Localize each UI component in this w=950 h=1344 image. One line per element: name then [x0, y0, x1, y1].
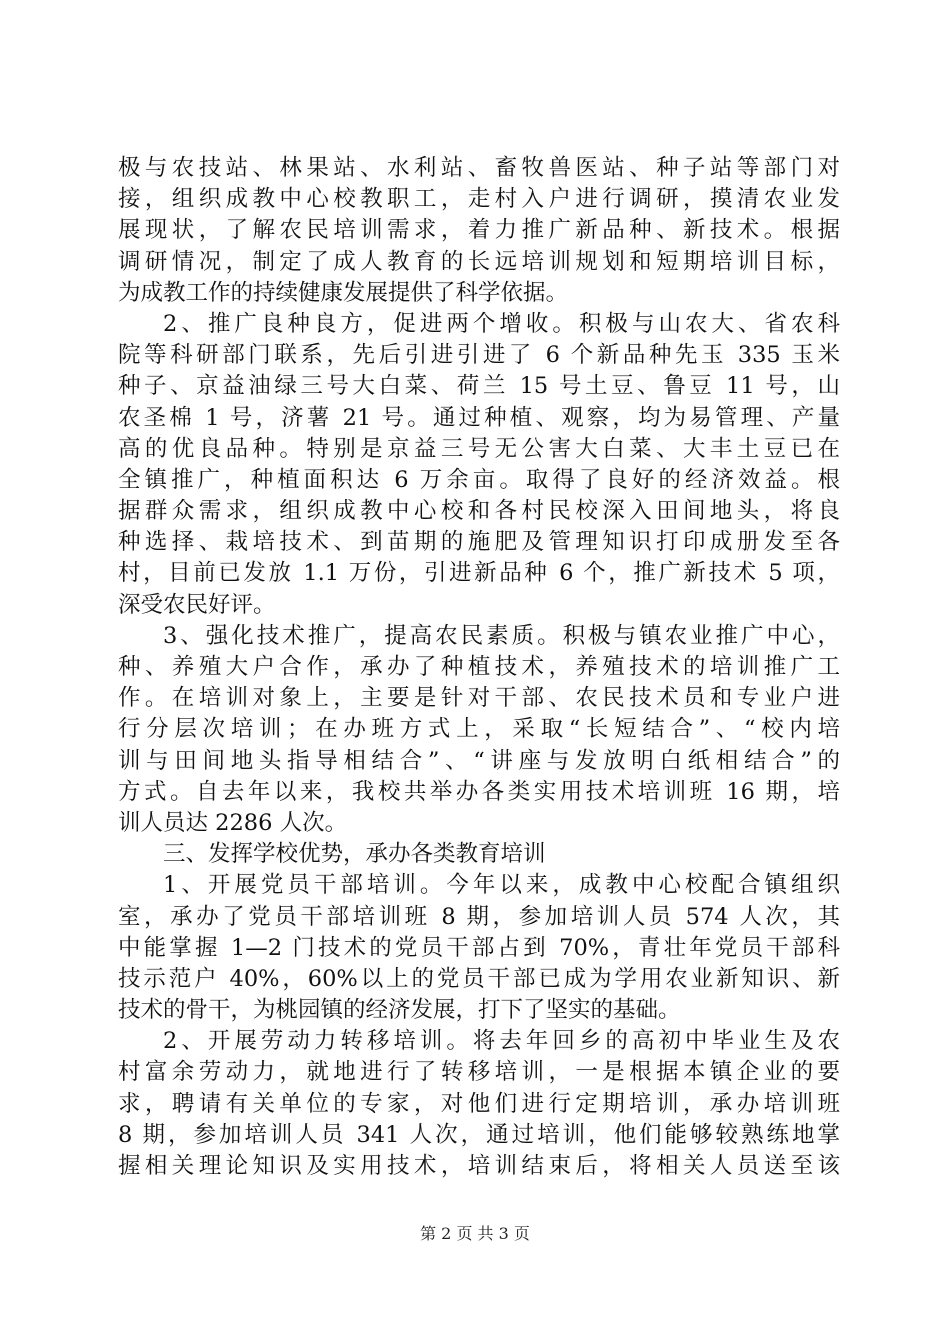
document-body: [118, 153, 840, 1182]
text-line: 2、推广良种良方，促进两个增收。积极与山农大、省农科: [163, 310, 840, 337]
text-line: 求，聘请有关单位的专家，对他们进行定期培训，承办培训班: [118, 1090, 840, 1117]
text-line: 8 期，参加培训人员 341 人次，通过培训，他们能够较熟练地掌: [118, 1121, 840, 1148]
text-line: 村富余劳动力，就地进行了转移培训，一是根据本镇企业的要: [118, 1059, 840, 1086]
text-line: 训与田间地头指导相结合”、“讲座与发放明白纸相结合”的: [118, 747, 840, 774]
text-line: 技术的骨干，为桃园镇的经济发展，打下了坚实的基础。: [118, 997, 681, 1024]
text-line: 3、强化技术推广，提高农民素质。积极与镇农业推广中心，: [163, 622, 840, 649]
text-line: 2、开展劳动力转移培训。将去年回乡的高初中毕业生及农: [163, 1028, 840, 1055]
text-line: 接，组织成教中心校教职工，走村入户进行调研，摸清农业发: [118, 186, 840, 213]
text-line: 技示范户 40%，60%以上的党员干部已成为学用农业新知识、新: [118, 965, 840, 992]
text-line: 展现状，了解农民培训需求，着力推广新品种、新技术。根据: [118, 217, 840, 244]
text-line: 农圣棉 1 号，济薯 21 号。通过种植、观察，均为易管理、产量: [118, 404, 840, 431]
text-line: 种选择、栽培技术、到苗期的施肥及管理知识打印成册发至各: [118, 529, 840, 556]
page-number-footer: 第 2 页 共 3 页: [420, 1224, 530, 1243]
text-line: 调研情况，制定了成人教育的长远培训规划和短期培训目标，: [118, 248, 840, 275]
section-heading: 三、发挥学校优势，承办各类教育培训: [163, 841, 546, 868]
text-line: 全镇推广，种植面积达 6 万余亩。取得了良好的经济效益。根: [118, 466, 840, 493]
text-line: 方式。自去年以来，我校共举办各类实用技术培训班 16 期，培: [118, 778, 840, 805]
text-line: 中能掌握 1—2 门技术的党员干部占到 70%，青壮年党员干部科: [118, 934, 840, 961]
text-line: 高的优良品种。特别是京益三号无公害大白菜、大丰土豆已在: [118, 435, 840, 462]
text-line: 极与农技站、林果站、水利站、畜牧兽医站、种子站等部门对: [118, 155, 840, 181]
text-line: 1、开展党员干部培训。今年以来，成教中心校配合镇组织: [163, 872, 840, 899]
text-line: 深受农民好评。: [118, 591, 276, 618]
text-line: 院等科研部门联系，先后引进引进了 6 个新品种先玉 335 玉米: [118, 342, 840, 369]
text-line: 训人员达 2286 人次。: [118, 809, 348, 836]
text-line: 作。在培训对象上，主要是针对干部、农民技术员和专业户进: [118, 685, 840, 712]
text-line: 为成教工作的持续健康发展提供了科学依据。: [118, 279, 569, 306]
text-line: 村，目前已发放 1.1 万份，引进新品种 6 个，推广新技术 5 项，: [118, 560, 840, 587]
text-line: 种、养殖大户合作，承办了种植技术，养殖技术的培训推广工: [118, 654, 840, 680]
text-line: 种子、京益油绿三号大白菜、荷兰 15 号土豆、鲁豆 11 号，山: [118, 373, 840, 400]
text-line: 据群众需求，组织成教中心校和各村民校深入田间地头，将良: [118, 498, 840, 525]
text-line: 握相关理论知识及实用技术，培训结束后，将相关人员送至该: [118, 1153, 840, 1179]
text-line: 室，承办了党员干部培训班 8 期，参加培训人员 574 人次，其: [118, 903, 840, 930]
text-line: 行分层次培训；在办班方式上，采取“长短结合”、“校内培: [118, 716, 840, 743]
